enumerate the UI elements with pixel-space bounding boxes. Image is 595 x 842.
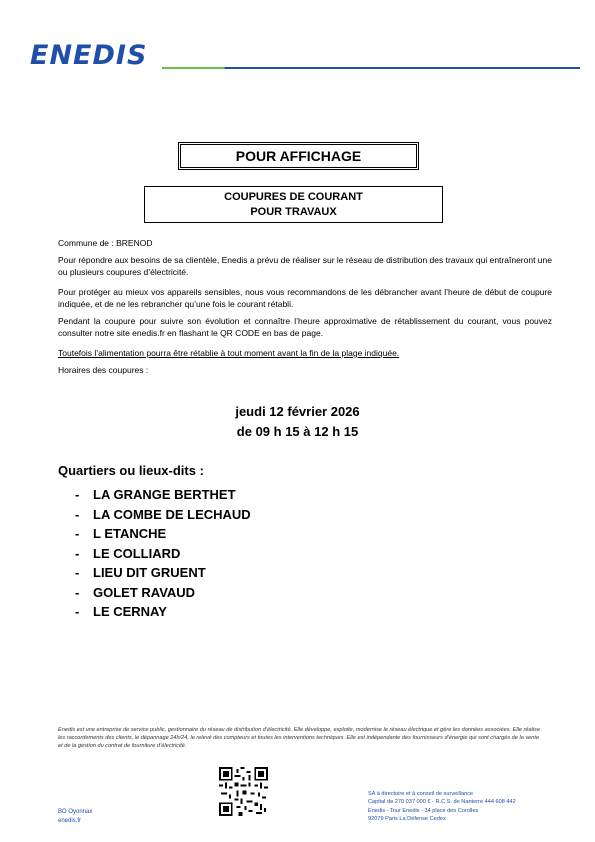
notice-subtitle-box bbox=[144, 186, 443, 223]
footer-left bbox=[58, 808, 92, 826]
schedule-label: Horaires des coupures : bbox=[58, 365, 149, 375]
legal-line: Capital de 270 037 000 € - R.C.S. de Nanterre 444 608 442 bbox=[368, 799, 516, 806]
address-line: 92079 Paris La Défense Cedex bbox=[368, 816, 446, 823]
quartier-name: LA COMBE DE LECHAUD bbox=[93, 506, 251, 522]
list-item: - GOLET RAVAUD bbox=[75, 584, 196, 600]
quartier-name: LE CERNAY bbox=[93, 604, 167, 619]
quartiers-list bbox=[75, 485, 251, 622]
paragraph-follow: Pendant la coupure pour suivre son évolution et connaître l’heure approximative de rétablissement du courant, vous pouvez consulter notre site enedis.fr en flashant le QR CODE en bas de page. bbox=[58, 316, 552, 338]
quartiers-title: Quartiers ou lieux-dits : bbox=[58, 463, 204, 478]
address-line: Enedis - Tour Enedis - 34 place des Corolles bbox=[368, 807, 479, 814]
list-item: - LE COLLIARD bbox=[75, 545, 181, 561]
paragraph-intro: Pour répondre aux besoins de sa clientèle, Enedis a prévu de réaliser sur le réseau de distribution des travaux qui entraîneront une ou plusieurs coupures d’électricité. bbox=[58, 255, 552, 277]
schedule-hours: de 09 h 15 à 12 h 15 bbox=[236, 424, 359, 439]
quartier-name: L ETANCHE bbox=[93, 526, 167, 541]
enedis-logo bbox=[30, 40, 147, 72]
list-item: - L ETANCHE bbox=[75, 526, 167, 541]
footer-website-link[interactable]: enedis.fr bbox=[58, 818, 82, 824]
paragraph-warning: Toutefois l’alimentation pourra être rétablie à tout moment avant la fin de la plage indiquée. bbox=[58, 348, 400, 358]
commune-label: Commune de : BRENOD bbox=[58, 238, 153, 248]
footer-note: Enedis est une entreprise de service public, gestionnaire du réseau de distribution d’électricité. Elle développe, exploite, modernise le réseau électrique et gère les données associées. Elle réalise les raccordements des clients, le dépannage 24h/24, le relevé des compteurs et toutes les interventions techniques. Elle est indépendante des fournisseurs d’énergie qui sont chargés de la vente et de la gestion du contrat de fourniture d’électricité. bbox=[58, 727, 540, 749]
qr-code[interactable] bbox=[219, 767, 268, 816]
list-item: - LA COMBE DE LECHAUD bbox=[75, 506, 251, 522]
footer-office: BO Oyonnax bbox=[58, 809, 93, 815]
paragraph-protect: Pour protéger au mieux vos appareils sensibles, nous vous recommandons de les débrancher avant l’heure de début de coupure indiquée, et de ne les rebrancher qu’une fois le courant rétabli. bbox=[58, 287, 552, 309]
schedule-block bbox=[0, 402, 595, 442]
footer-right bbox=[368, 790, 516, 824]
list-item: - LA GRANGE BERTHET bbox=[75, 487, 236, 502]
list-item: - LE CERNAY bbox=[75, 604, 167, 619]
header-rule bbox=[162, 67, 580, 69]
quartier-name: LE COLLIARD bbox=[93, 545, 181, 561]
quartier-name: LA GRANGE BERTHET bbox=[93, 487, 236, 502]
subtitle-line-1: COUPURES DE COURANT bbox=[224, 191, 363, 203]
logo-text: ENEDIS bbox=[30, 40, 148, 71]
quartier-name: GOLET RAVAUD bbox=[93, 584, 196, 600]
page-title: POUR AFFICHAGE bbox=[178, 142, 419, 170]
list-item: - LIEU DIT GRUENT bbox=[75, 565, 206, 580]
quartier-name: LIEU DIT GRUENT bbox=[93, 565, 206, 580]
legal-line: SA à directoire et à conseil de surveillance bbox=[368, 791, 474, 797]
subtitle-line-2: POUR TRAVAUX bbox=[250, 206, 337, 218]
schedule-date: jeudi 12 février 2026 bbox=[235, 404, 360, 419]
